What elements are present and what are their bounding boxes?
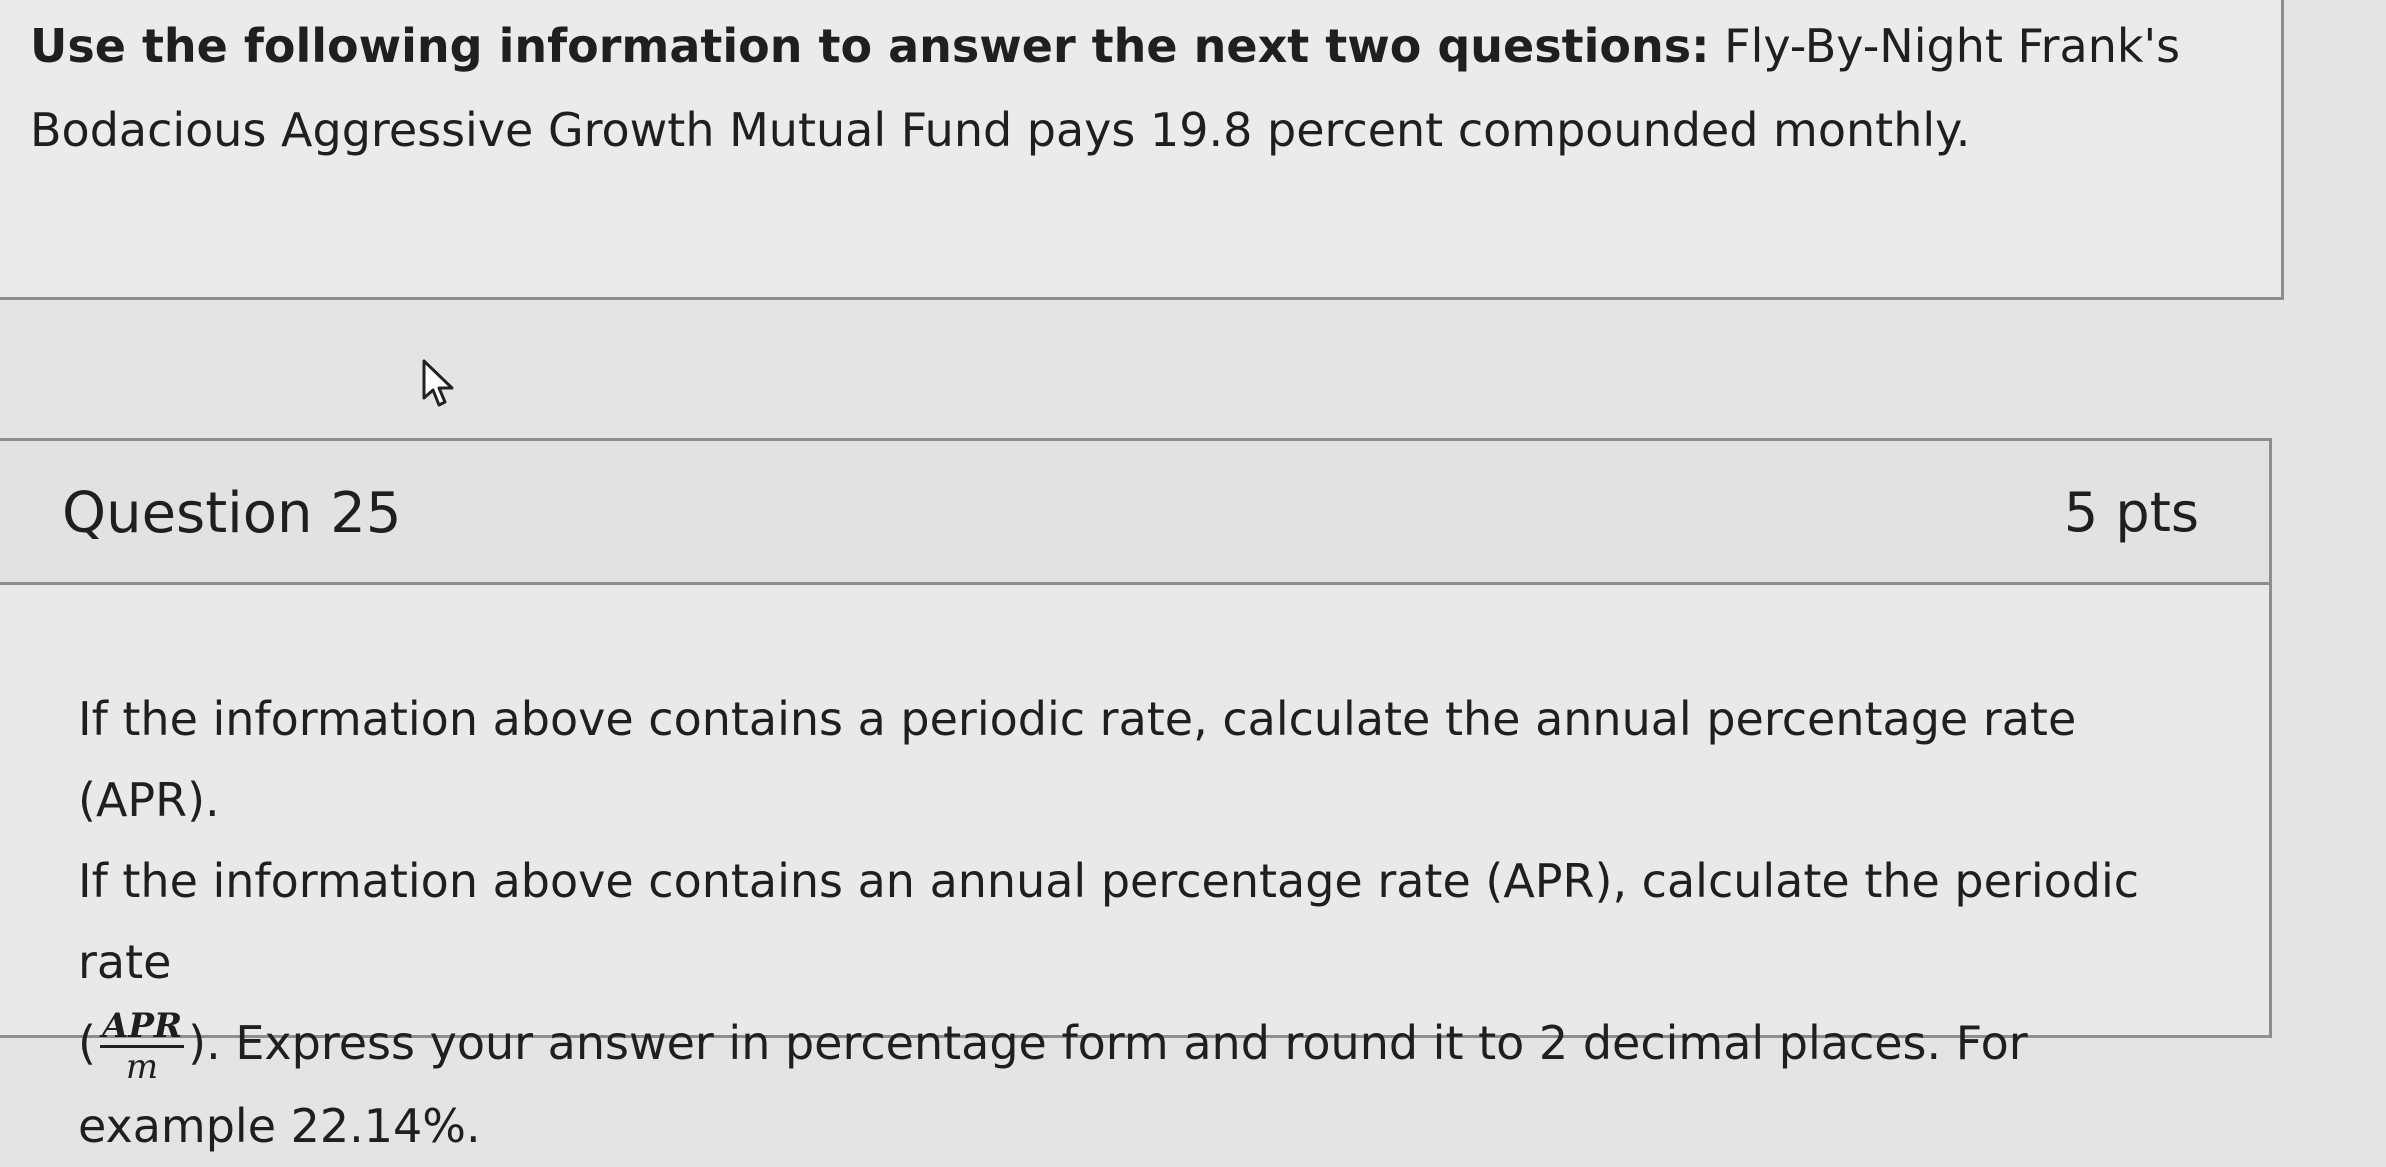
formula-open-paren: (: [78, 1016, 96, 1070]
question-body: [78, 679, 2218, 1167]
question-points: 5 pts: [2063, 481, 2199, 544]
apr-over-m-fraction: [100, 1007, 184, 1086]
question-card: [0, 438, 2272, 1153]
question-text-line2: If the information above contains an annual percentage rate (APR), calculate the periodic rate: [78, 854, 2140, 989]
shared-info-box: [0, 0, 2284, 300]
formula-close-paren: ).: [188, 1016, 221, 1070]
mouse-pointer-icon: [420, 358, 458, 410]
fraction-denominator: m: [125, 1047, 159, 1087]
fraction-numerator: APR: [101, 1006, 183, 1046]
shared-info-body: Fly-By-Night Frank's Bodacious Aggressive Growth Mutual Fund pays 19.8 percent compounded monthly.: [30, 19, 2181, 157]
question-text-line3: Express your answer in percentage form and round it to 2 decimal places. For example 22.14%.: [78, 1016, 2028, 1153]
question-text-line1: If the information above contains a periodic rate, calculate the annual percentage rate (APR).: [78, 692, 2077, 827]
shared-info-text: [30, 4, 2230, 172]
shared-info-lead: Use the following information to answer the next two questions:: [30, 19, 1710, 73]
question-title: Question 25: [62, 481, 402, 546]
question-header: [0, 441, 2269, 585]
